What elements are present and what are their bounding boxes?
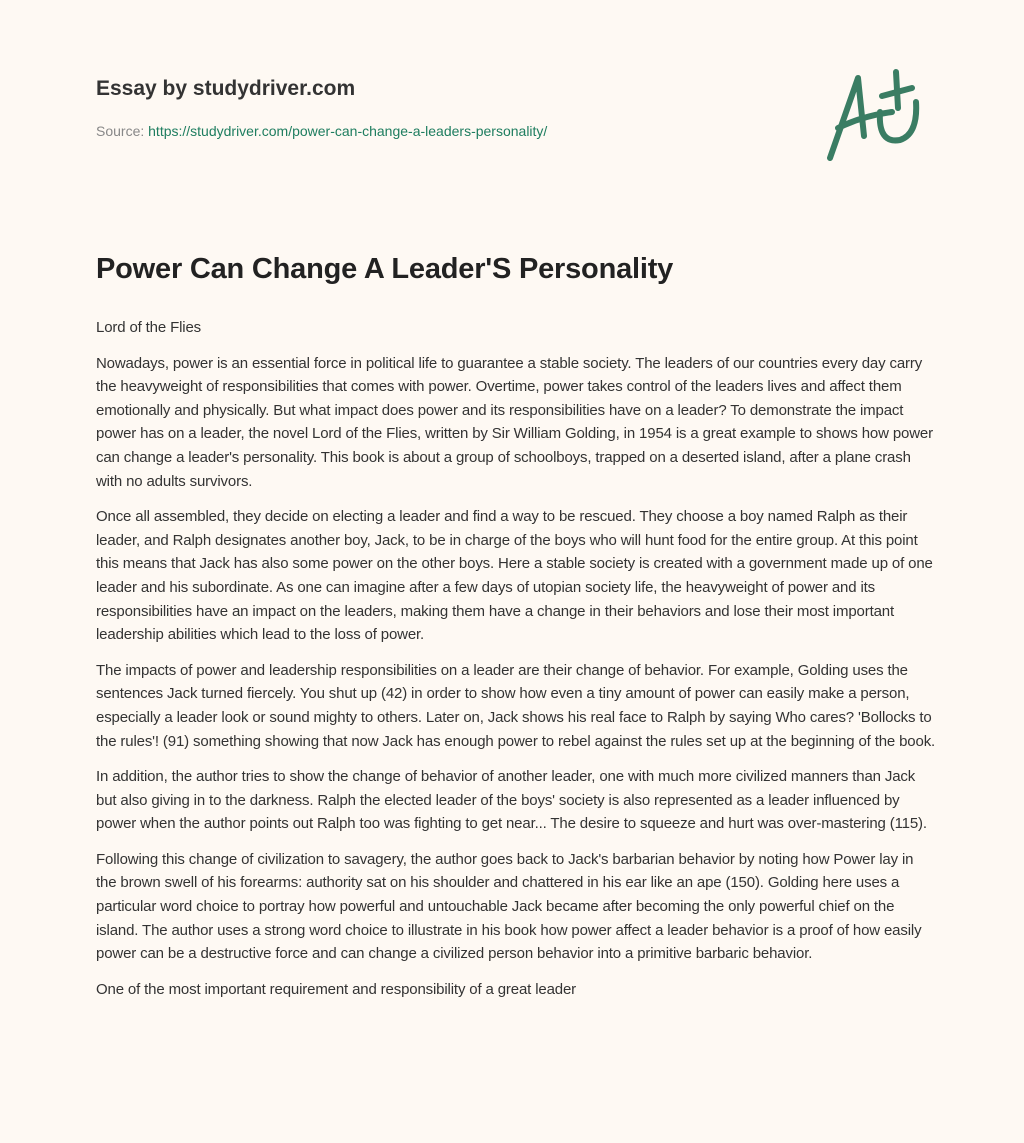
- paragraph: The impacts of power and leadership responsibilities on a leader are their change of behavior. For example, Golding uses the sentences Jack turned fiercely. You shut up (42) in order to show how even a tiny amount of power can easily make a person, especially a leader look or sound mighty to others. Later on, Jack shows his real face to Ralph by saying Who cares? 'Bollocks to the rules'! (91) something showing that now Jack has enough power to rebel against the rules set up at the beginning of the book.: [96, 661, 936, 750]
- source-label: Source:: [96, 123, 145, 139]
- paragraph: One of the most important requirement and responsibility of a great leader: [96, 980, 576, 998]
- paragraph: Nowadays, power is an essential force in political life to guarantee a stable society. The leaders of our countries every day carry the heavyweight of responsibilities that comes with power. Overtime, power takes control of the leaders lives and affect them emotionally and physically. But what impact does power and its responsibilities have on a leader? To demonstrate the impact power has on a leader, the novel Lord of the Flies, written by Sir William Golding, in 1954 is a great example to shows how power can change a leader's personality. This book is about a group of schoolboys, trapped on a deserted island, after a plane crash with no adults survivors.: [96, 354, 933, 490]
- a-plus-logo-icon: [822, 66, 932, 166]
- paragraph: In addition, the author tries to show the change of behavior of another leader, one with much more civilized manners than Jack but also giving in to the darkness. Ralph the elected leader of the boys' society is also represented as a leader influenced by power when the author points out Ralph too was fighting to get near... The desire to squeeze and hurt was over-mastering (115).: [96, 768, 927, 833]
- page-title: Power Can Change A Leader'S Personality: [96, 253, 674, 285]
- subtitle: Lord of the Flies: [96, 319, 202, 336]
- paragraph: Following this change of civilization to savagery, the author goes back to Jack's barbarian behavior by noting how Power lay in the brown swell of his forearms: authority sat on his shoulder and chattered in his ear like an ape (150). Golding here uses a particular word choice to portray how powerful and untouchable Jack became after becoming the only powerful chief on the island. The author uses a strong word choice to illustrate in his book how power affect a leader behavior is a proof of how easily power can be a destructive force and can change a civilized person behavior into a primitive barbaric behavior.: [96, 850, 922, 963]
- site-title: Essay by studydriver.com: [96, 77, 356, 100]
- source-link[interactable]: https://studydriver.com/power-can-change-a-leaders-personality/: [148, 123, 548, 139]
- essay-body: [96, 316, 936, 1013]
- paragraph: Once all assembled, they decide on electing a leader and find a way to be rescued. They choose a boy named Ralph as their leader, and Ralph designates another boy, Jack, to be in charge of the boys who will hunt food for the entire group. At this point this means that Jack has also some power on the other boys. Here a stable society is created with a government made up of one leader and his subordinate. As one can imagine after a few days of utopian society life, the heavyweight of power and its responsibilities have an impact on the leaders, making them have a change in their behaviors and lose their most important leadership abilities which lead to the loss of power.: [96, 508, 933, 644]
- source-line: [96, 123, 547, 139]
